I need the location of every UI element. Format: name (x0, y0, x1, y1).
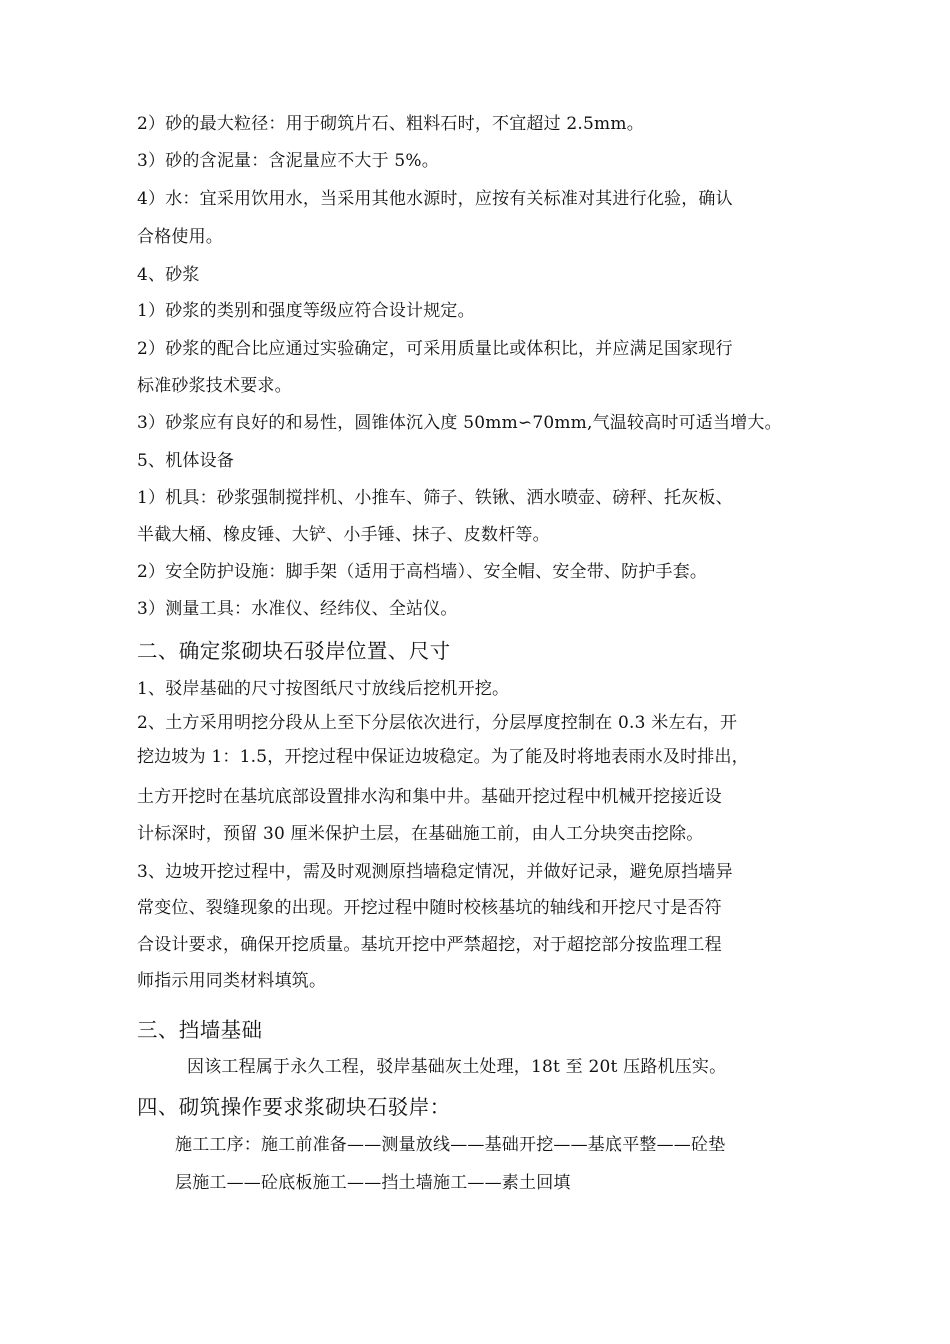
text-line: 合格使用。 (137, 227, 223, 247)
text-line: 因该工程属于永久工程，驳岸基础灰土处理，18t 至 20t 压路机压实。 (187, 1057, 727, 1077)
text-line: 2）砂的最大粒径：用于砌筑片石、粗料石时，不宜超过 2.5mm。 (137, 114, 644, 134)
section-heading: 三、挡墙基础 (137, 1018, 263, 1042)
text-line: 标准砂浆技术要求。 (137, 376, 292, 396)
text-line: 施工工序：施工前准备——测量放线——基础开挖——基底平整——砼垫 (175, 1135, 726, 1155)
text-line: 2）安全防护设施：脚手架（适用于高档墙）、安全帽、安全带、防护手套。 (137, 562, 708, 582)
section-subheading: 4、砂浆 (137, 265, 200, 285)
section-subheading: 5、机体设备 (137, 451, 235, 471)
text-line: 师指示用同类材料填筑。 (137, 971, 327, 991)
text-line: 合设计要求，确保开挖质量。基坑开挖中严禁超挖，对于超挖部分按监理工程 (137, 935, 722, 955)
text-line: 3、边坡开挖过程中，需及时观测原挡墙稳定情况，并做好记录，避免原挡墙异 (137, 862, 733, 882)
section-heading: 二、确定浆砌块石驳岸位置、尺寸 (137, 639, 451, 663)
text-line: 1、驳岸基础的尺寸按图纸尺寸放线后挖机开挖。 (137, 679, 510, 699)
text-line: 3）测量工具：水准仪、经纬仪、全站仪。 (137, 599, 458, 619)
text-line: 4）水：宜采用饮用水，当采用其他水源时，应按有关标准对其进行化验，确认 (137, 189, 733, 209)
text-line: 2、土方采用明挖分段从上至下分层依次进行，分层厚度控制在 0.3 米左右，开 (137, 713, 738, 733)
text-line: 1）机具：砂浆强制搅拌机、小推车、筛子、铁锹、洒水喷壶、磅秤、托灰板、 (137, 488, 733, 508)
text-line: 2）砂浆的配合比应通过实验确定，可采用质量比或体积比，并应满足国家现行 (137, 339, 733, 359)
text-line: 土方开挖时在基坑底部设置排水沟和集中井。基础开挖过程中机械开挖接近设 (137, 787, 722, 807)
section-heading: 四、砌筑操作要求浆砌块石驳岸： (137, 1095, 451, 1119)
text-line: 常变位、裂缝现象的出现。开挖过程中随时校核基坑的轴线和开挖尺寸是否符 (137, 898, 722, 918)
text-line: 3）砂的含泥量：含泥量应不大于 5%。 (137, 151, 439, 171)
text-line: 1）砂浆的类别和强度等级应符合设计规定。 (137, 301, 475, 321)
text-line: 挖边坡为 1：1.5，开挖过程中保证边坡稳定。为了能及时将地表雨水及时排出， (137, 747, 749, 767)
text-line: 半截大桶、橡皮锤、大铲、小手锤、抹子、皮数杆等。 (137, 525, 550, 545)
text-line: 3）砂浆应有良好的和易性，圆锥体沉入度 50mm∽70mm,气温较高时可适当增大。 (137, 413, 782, 433)
text-line: 计标深时，预留 30 厘米保护土层，在基础施工前，由人工分块突击挖除。 (137, 824, 704, 844)
text-line: 层施工——砼底板施工——挡土墙施工——素土回填 (175, 1173, 571, 1193)
